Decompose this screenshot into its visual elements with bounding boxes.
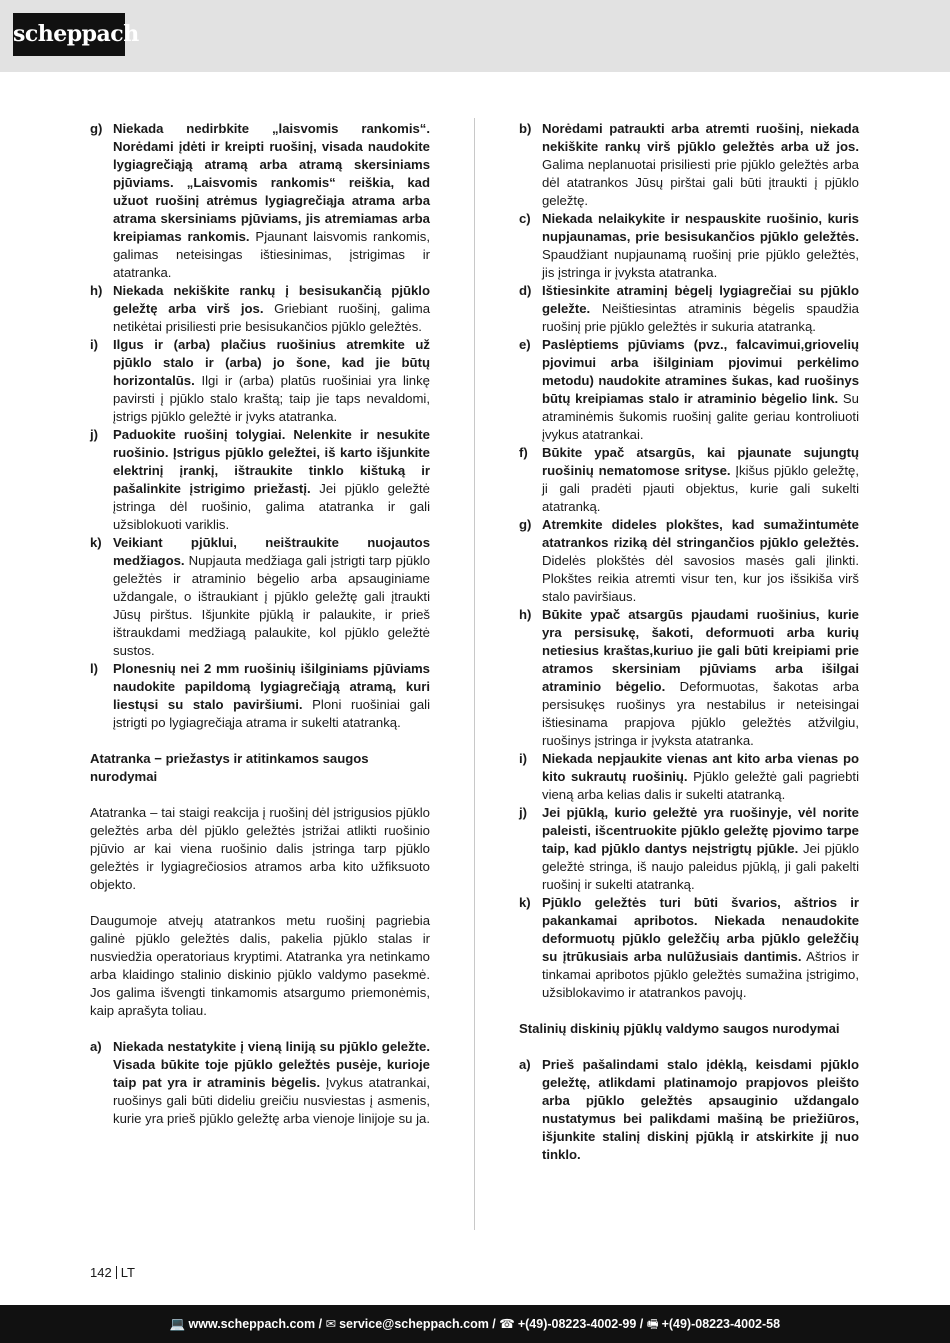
list-item-bold-text: Niekada nelaikykite ir nespauskite ruošinio, kuris nupjaunamas, prie besisukančios pjūklo geležtės.	[542, 211, 859, 244]
list-item	[519, 516, 859, 606]
list-item	[90, 1038, 430, 1128]
list-item-label: l)	[90, 661, 99, 676]
list-item	[90, 534, 430, 660]
list-item	[519, 120, 859, 210]
list-item	[90, 660, 430, 732]
column-divider	[474, 118, 475, 1230]
list-item-label: g)	[519, 517, 532, 532]
mail-icon: ✉	[325, 1317, 337, 1331]
right-column	[519, 120, 859, 1164]
list-item-text: Aštrios ir tinkamai apribotos pjūklo geležtės sumažina įstrigimo, užsiblokavimo ir atatrankos pavojų.	[542, 949, 859, 1000]
list-item-label: e)	[519, 337, 531, 352]
list-item-label: d)	[519, 283, 532, 298]
page-number-separator	[116, 1266, 117, 1279]
list-item-text: Ploni ruošiniai gali įstrigti po lygiagrečiąja atrama ir sukelti atatranką.	[113, 697, 430, 730]
list-item	[519, 750, 859, 804]
footer-separator: /	[488, 1317, 500, 1331]
list-item-bold-text: Ištiesinkite atraminį bėgelį lygiagrečiai su pjūklo geležte.	[542, 283, 859, 316]
list-item-bold-text: Prieš pašalindami stalo įdėklą, keisdami pjūklo geležtę, atlikdami platinamojo prapjovos pleišto arba pjūklo geležtės apsauginio uždangalo nustatymus bei palikdami mašiną be priežiūros, išjunkite stalinį diskinį pjūklą ir atskirkite jį nuo tinklo.	[542, 1057, 859, 1162]
list-item	[90, 426, 430, 534]
list-item-text: Spaudžiant nupjaunamą ruošinį prie pjūklo geležtės, jis įstringa ir įvyksta atatranka.	[542, 247, 859, 280]
table-saw-heading: Stalinių diskinių pjūklų valdymo saugos nurodymai	[519, 1021, 840, 1036]
list-item-bold-text: Būkite ypač atsargūs, kai pjaunate sujungtų ruošinių nematomose srityse.	[542, 445, 859, 478]
list-item-label: h)	[90, 283, 103, 298]
footer-bar	[0, 1305, 950, 1343]
list-item-text: Jei pjūklo geležtė įstringa dėl ruošinio, galima atatranka ir gali užsiblokuoti variklis.	[113, 481, 430, 532]
list-item-label: i)	[519, 751, 528, 766]
list-item-label: h)	[519, 607, 532, 622]
kickback-paragraph-1: Atatranka – tai staigi reakcija į ruošinį dėl įstrigusios pjūklo geležtės arba dėl pjūklo geležtės įstrižai atlikti ruošinio pjūvio ar kai viena ruošinio dalis įstringa tarp pjūklo geležtės ir lygiagrečiosios atramos arba kito užfiksuoto objekto.	[90, 805, 430, 892]
left-items-top	[90, 120, 430, 732]
list-item	[519, 1056, 859, 1164]
list-item-bold-text: Niekada nedirbkite „laisvomis rankomis“. Norėdami įdėti ir kreipti ruošinį, visada naudokite lygiagrečiąją atramą arba atramą skersiniams pjūviams. „Laisvomis rankomis“ reiškia, kad užuot ruošinį atrėmus lygiagrečiąja atrama arba atrama skersiniams pjūviams, jis atremiamas arba kreipiamas rankomis.	[113, 121, 430, 244]
list-item-text: Didelės plokštės dėl savosios masės gali įlinkti. Plokštes reikia atremti visur ten, kur jos išsikiša virš stalo paviršiaus.	[542, 553, 859, 604]
list-item-bold-text: Jei pjūklą, kurio geležtė yra ruošinyje, vėl norite paleisti, išcentruokite pjūklo geležtę pjovimo tarpe taip, kad pjūklo dantys neįstrigtų pjūkle.	[542, 805, 859, 856]
list-item-text: Galima neplanuotai prisiliesti prie pjūklo geležtės arba dėl atatrankos Jūsų pirštai gali būti įtraukti į pjūklo geležtę.	[542, 157, 859, 208]
right-items-top	[519, 120, 859, 1002]
list-item-bold-text: Veikiant pjūklui, neištraukite nuojautos medžiagos.	[113, 535, 430, 568]
list-item-text: Neištiesintas atraminis bėgelis spaudžia ruošinį prie pjūklo geležtės ir sukuria atatranką.	[542, 301, 859, 334]
kickback-paragraph-2: Daugumoje atvejų atatrankos metu ruošinį pagriebia galinė pjūklo geležtės dalis, pakelia pjūklo stalas ir nusviedžia operatoriaus kryptimi. Atatranka yra netinkamo arba klaidingo stalinio diskinio pjūklo valdymo pasekmė. Jos galima išvengti tinkamomis atsargumo priemonėmis, kaip aprašyta toliau.	[90, 913, 430, 1018]
left-items-bottom	[90, 1038, 430, 1128]
page-number	[90, 1265, 135, 1280]
list-item-label: j)	[519, 805, 528, 820]
phone-icon: ☎	[499, 1317, 515, 1331]
list-item-text: Pjūklo geležtė gali pagriebti vieną arba kelias dalis ir sukelti atatranką.	[542, 769, 859, 802]
list-item-bold-text: Norėdami patraukti arba atremti ruošinį, niekada nekiškite rankų virš pjūklo geležtės arba už jos.	[542, 121, 859, 154]
list-item-label: i)	[90, 337, 99, 352]
page-number-value: 142	[90, 1265, 112, 1280]
list-item-label: b)	[519, 121, 532, 136]
list-item-bold-text: Paduokite ruošinį tolygiai. Nelenkite ir nesukite ruošinio. Įstrigus pjūklo geležtei, iš karto išjunkite elektrinį įrankį, ištraukite tinklo kištuką ir pašalinkite įstrigimo priežastį.	[113, 427, 430, 496]
list-item-label: c)	[519, 211, 531, 226]
list-item-bold-text: Niekada nepjaukite vienas ant kito arba vienas po kito sukrautų ruošinių.	[542, 751, 859, 784]
footer-fax[interactable]: +(49)-08223-4002-58	[661, 1317, 781, 1331]
list-item-bold-text: Plonesnių nei 2 mm ruošinių išilginiams pjūviams naudokite papildomą lygiagrečiąją atramą, kuri liestųsi su stalo paviršiumi.	[113, 661, 430, 712]
list-item	[519, 210, 859, 282]
list-item-label: j)	[90, 427, 99, 442]
list-item-bold-text: Ilgus ir (arba) plačius ruošinius atremkite už pjūklo stalo ir (arba) jo šone, kad jie būtų horizontalūs.	[113, 337, 430, 388]
list-item	[519, 804, 859, 894]
list-item-text: Deformuotas, šakotas arba persisukęs ruošinys yra nestabilus ir neteisingai ištiesinama prapjova pjūklo geležtės atžvilgiu, ruošinys įstringa ir įvyksta atatranka.	[542, 679, 859, 748]
list-item	[519, 444, 859, 516]
scheppach-logo: scheppach	[13, 13, 125, 56]
list-item-label: k)	[519, 895, 531, 910]
list-item	[519, 606, 859, 750]
list-item-bold-text: Pjūklo geležtės turi būti švarios, aštrios ir pakankamai apribotos. Niekada nenaudokite deformuotų pjūklo geležčių arba pjūklo geležčių su įtrūkusiais arba nulūžusiais dantimis.	[542, 895, 859, 964]
list-item	[90, 120, 430, 282]
list-item-text: Griebiant ruošinį, galima netikėtai prisiliesti prie besisukančios pjūklo geležtės.	[113, 301, 430, 334]
list-item-bold-text: Atremkite dideles plokštes, kad sumažintumėte atatrankos riziką dėl stringančios pjūklo geležtės.	[542, 517, 859, 550]
computer-icon: 💻	[169, 1317, 186, 1331]
list-item-bold-text: Niekada nestatykite į vieną liniją su pjūklo geležte. Visada būkite toje pjūklo geležtės pusėje, kurioje taip pat yra ir atraminis bėgelis.	[113, 1039, 430, 1090]
list-item-text: Įvykus atatrankai, ruošinys gali būti dideliu greičiu nusviestas į asmenis, kurie yra prieš pjūklo geležtę arba vienoje linijoje su ja.	[113, 1075, 431, 1126]
list-item-label: a)	[90, 1039, 102, 1054]
footer-website[interactable]: www.scheppach.com	[188, 1317, 316, 1331]
list-item-text: Pjaunant laisvomis rankomis, galimas neteisingas ištiesinimas, įstrigimas ir atatranka.	[113, 229, 430, 280]
footer-separator: /	[315, 1317, 326, 1331]
list-item-text: Jei pjūklo geležtė stringa, iš naujo paleidus pjūklą, ji gali pakelti ruošinį ir sukelti atatranką.	[542, 841, 860, 892]
list-item-label: k)	[90, 535, 102, 550]
fax-icon: 🖷	[646, 1317, 659, 1331]
footer-email[interactable]: service@scheppach.com	[339, 1317, 489, 1331]
page-language: LT	[120, 1265, 135, 1280]
list-item-bold-text: Niekada nekiškite rankų į besisukančią pjūklo geležtę arba virš jos.	[113, 283, 430, 316]
list-item-text: Nupjauta medžiaga gali įstrigti tarp pjūklo geležtės ir atraminio bėgelio arba apsauginiame uždangale, o ištraukiant į pjūklo geležtę gali įtraukti Jūsų pirštus. Išjunkite pjūklą ir palaukite, ir prieš ištraukdami medžiagą palaukite, kol pjūklo geležtė sustos.	[113, 553, 430, 658]
list-item-bold-text: Paslėptiems pjūviams (pvz., falcavimui,griovelių pjovimui arba išilginiam pjovimui perkėlimo metodu) naudokite atramines šukas, kad ruošinys būtų kreipiamas stalo ir atraminio bėgelio link.	[542, 337, 859, 406]
footer-phone[interactable]: +(49)-08223-4002-99	[517, 1317, 637, 1331]
header-bar	[0, 0, 950, 72]
list-item	[90, 282, 430, 336]
list-item	[519, 336, 859, 444]
list-item	[90, 336, 430, 426]
right-items-bottom	[519, 1056, 859, 1164]
list-item	[519, 282, 859, 336]
list-item-bold-text: Būkite ypač atsargūs pjaudami ruošinius, kurie yra persisukę, šakoti, deformuoti arba kurių netiesius kraštas,kuriuo jie gali būti kreipiami prie atramos skersiniam pjūviams arba išilgai atraminio bėgelio.	[542, 607, 859, 694]
list-item	[519, 894, 859, 1002]
list-item-label: g)	[90, 121, 103, 136]
list-item-text: Ilgi ir (arba) platūs ruošiniai yra linkę pavirsti į pjūklo stalo kraštą; taip jie taps nevaldomi, įstrigs pjūklo geležtė ir įvyks atatranka.	[113, 373, 430, 424]
list-item-text: Su atraminėmis šukomis ruošinį galite geriau kontroliuoti įvykus atatrankai.	[542, 391, 859, 442]
kickback-heading: Atatranka − priežastys ir atitinkamos saugos nurodymai	[90, 751, 369, 784]
list-item-text: Įkišus pjūklo geležtę, ji gali pradėti pjauti objektus, kurie gali sukelti atatranką.	[542, 463, 860, 514]
list-item-label: a)	[519, 1057, 531, 1072]
footer-separator: /	[636, 1317, 647, 1331]
left-column	[90, 120, 430, 1128]
list-item-label: f)	[519, 445, 528, 460]
